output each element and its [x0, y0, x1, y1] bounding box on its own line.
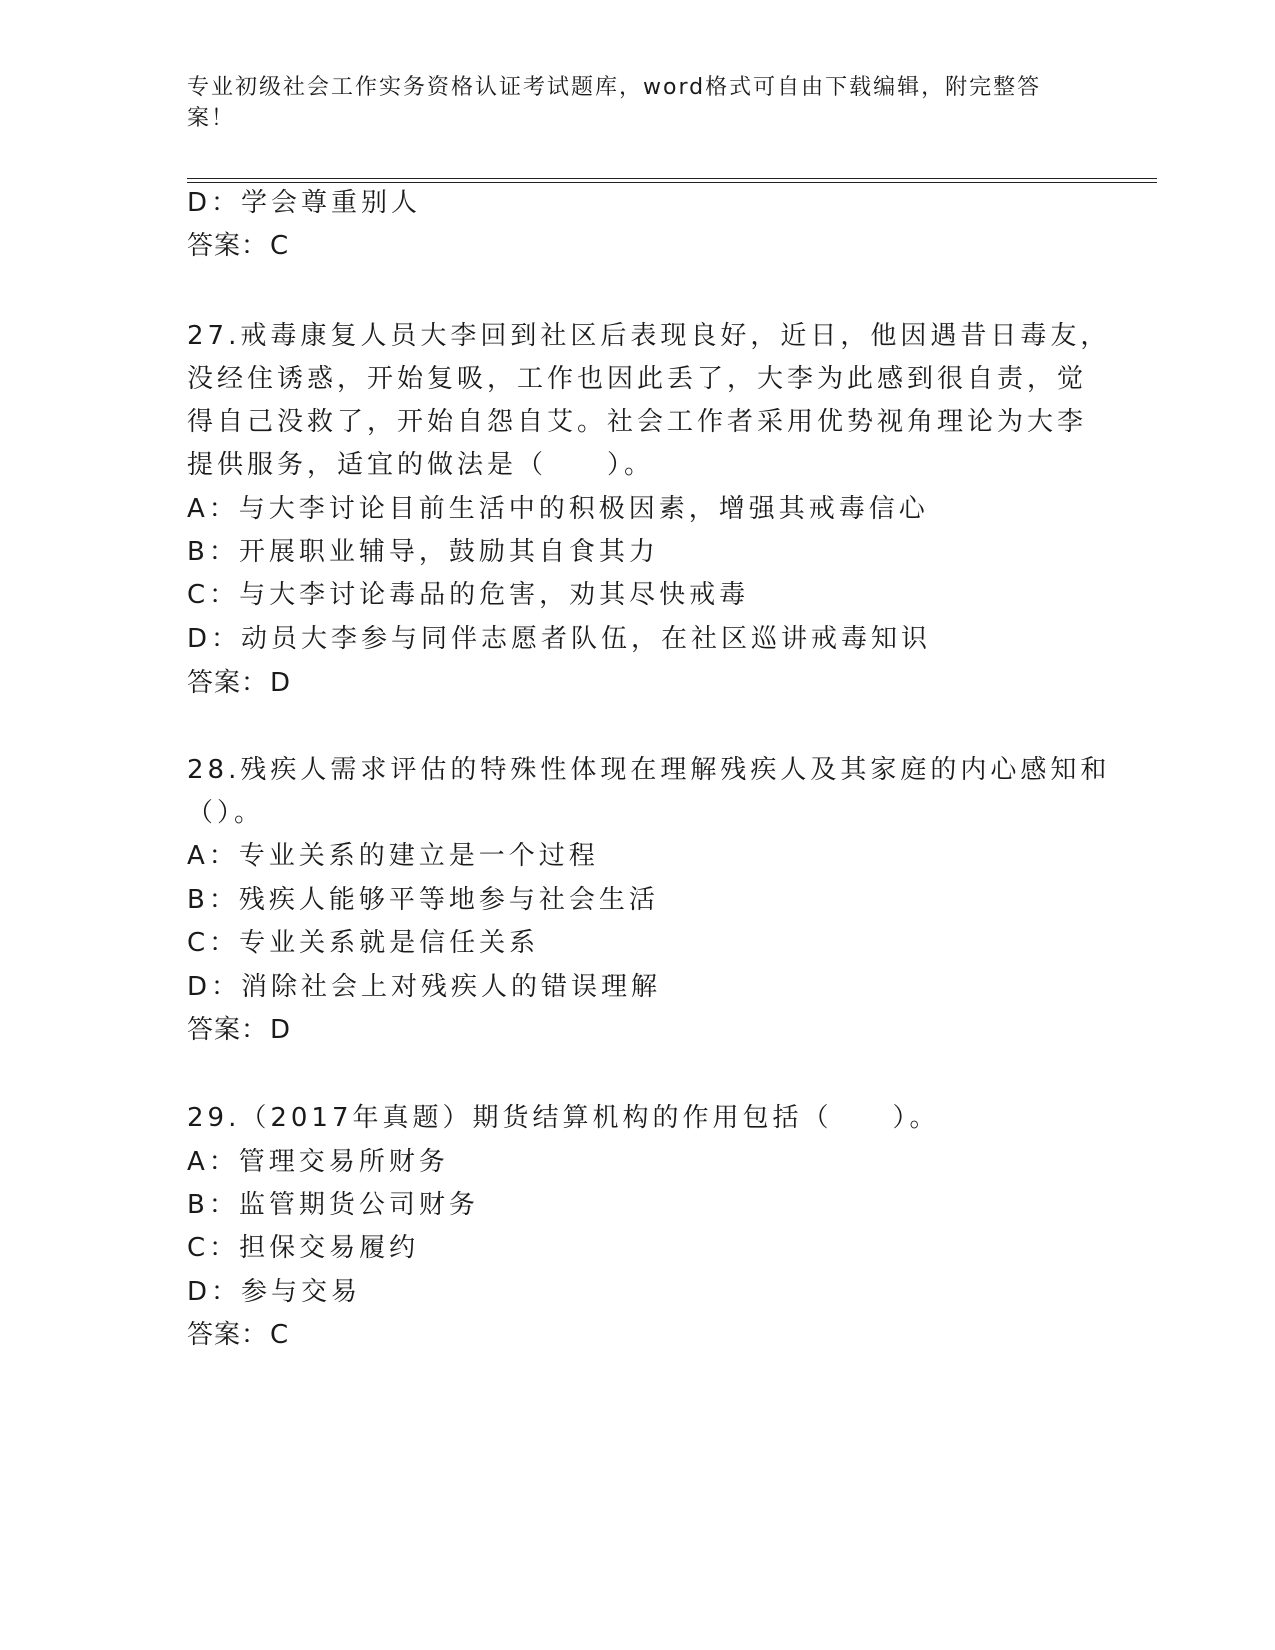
question-29-option-d: D：参与交易 — [187, 1277, 362, 1307]
question-29-line-1: 29.（2017年真题）期货结算机构的作用包括（ ）。 — [187, 1103, 940, 1133]
question-27-option-c: C：与大李讨论毒品的危害，劝其尽快戒毒 — [187, 580, 750, 610]
question-27-line-4: 提供服务，适宜的做法是（ ）。 — [187, 450, 655, 480]
question-27-option-d: D：动员大李参与同伴志愿者队伍，在社区巡讲戒毒知识 — [187, 624, 932, 654]
question-27-option-a: A：与大李讨论目前生活中的积极因素，增强其戒毒信心 — [187, 494, 929, 524]
question-27-line-3: 得自己没救了，开始自怨自艾。社会工作者采用优势视角理论为大李 — [187, 407, 1088, 437]
question-28-line-1: 28.残疾人需求评估的特殊性体现在理解残疾人及其家庭的内心感知和 — [187, 755, 1111, 785]
fragment-answer — [187, 229, 289, 263]
question-28-option-b: B：残疾人能够平等地参与社会生活 — [187, 885, 659, 915]
question-28-answer — [187, 1013, 291, 1047]
question-29-option-a: A：管理交易所财务 — [187, 1147, 449, 1177]
header-divider-bottom — [187, 182, 1157, 183]
question-29-option-c: C：担保交易履约 — [187, 1233, 420, 1263]
answer-value: D — [270, 1015, 292, 1045]
question-27-option-b: B：开展职业辅导，鼓励其自食其力 — [187, 537, 659, 567]
answer-label: 答案： — [187, 668, 269, 698]
answer-value: C — [270, 231, 290, 261]
page-header: 专业初级社会工作实务资格认证考试题库，word格式可自由下载编辑，附完整答案！ — [187, 75, 1042, 131]
question-29-option-b: B：监管期货公司财务 — [187, 1190, 479, 1220]
question-28-line-2: （）。 — [187, 798, 265, 828]
question-29-answer — [187, 1318, 289, 1352]
answer-label: 答案： — [187, 1320, 269, 1350]
fragment-option-d: D：学会尊重别人 — [187, 188, 422, 218]
answer-label: 答案： — [187, 1015, 269, 1045]
header-divider-top — [187, 178, 1157, 179]
answer-value: D — [270, 668, 292, 698]
question-27-line-1: 27.戒毒康复人员大李回到社区后表现良好，近日，他因遇昔日毒友， — [187, 321, 1111, 351]
question-27-answer — [187, 666, 291, 700]
question-27-line-2: 没经住诱惑，开始复吸，工作也因此丢了，大李为此感到很自责，觉 — [187, 364, 1088, 394]
answer-label: 答案： — [187, 231, 269, 261]
question-28-option-d: D：消除社会上对残疾人的错误理解 — [187, 972, 662, 1002]
question-28-option-c: C：专业关系就是信任关系 — [187, 928, 540, 958]
answer-value: C — [270, 1320, 290, 1350]
question-28-option-a: A：专业关系的建立是一个过程 — [187, 841, 599, 871]
